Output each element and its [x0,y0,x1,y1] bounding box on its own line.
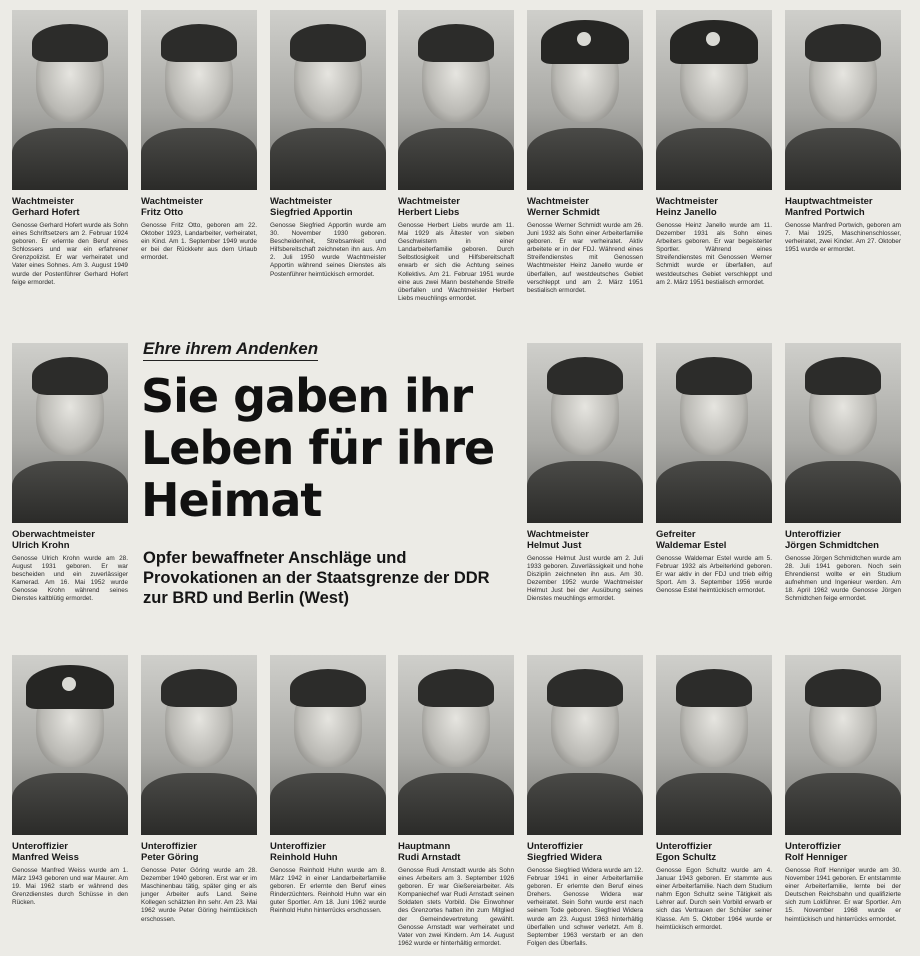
bio-text: Genosse Werner Schmidt wurde am 26. Juni 1932 als Sohn einer Arbeiterfamilie geboren. Er war verheiratet. Aktiv arbeitete er in der FDJ. Während eines Streifendienstes mit Genossen Wachtmeister Heinz Janello wurde er überfallen, auf westdeutsches Gebiet verschleppt und am 2. März 1951 bestialisch ermordet. [527,222,643,294]
portrait-card [656,10,772,287]
bio-text: Genosse Gerhard Hofert wurde als Sohn eines Schriftsetzers am 2. Februar 1924 geboren. Er erlernte den Beruf eines Schlossers und war ein erfahrener Grenzpolizist. Er war verheiratet und Vater eines Sohnes. Am 3. August 1949 wurde der Postenführer Gerhard Hofert feige ermordet. [12,222,128,286]
portrait-photo [656,655,772,835]
rank-label: Hauptwachtmeister [785,196,873,207]
rank-label: Wachtmeister [527,529,589,540]
person-name: Siegfried Apportin [270,207,353,218]
person-name: Manfred Weiss [12,852,79,863]
rank-label: Oberwachtmeister [12,529,95,540]
rank-label: Unteroffizier [527,841,583,852]
rank-label: Unteroffizier [785,529,841,540]
portrait-card [398,655,514,948]
person-name: Egon Schultz [656,852,717,863]
bio-text: Genosse Siegfried Widera wurde am 12. Februar 1941 in einer Arbeiterfamilie geboren. Er erlernte den Beruf eines Drehers. Genosse Widera war verheiratet. Sein Sohn wurde erst nach seinem Tode geboren. Siegfried Widera wurde am 23. August 1963 hinterhältig überfallen und schwer verletzt. Am 8. September 1963 verstarb er an den Folgen des Überfalls. [527,867,643,947]
rank-label: Wachtmeister [12,196,74,207]
portrait-photo [12,343,128,523]
rank-label: Wachtmeister [527,196,589,207]
person-name: Gerhard Hofert [12,207,80,218]
rank-label: Unteroffizier [270,841,326,852]
person-name: Reinhold Huhn [270,852,338,863]
person-name: Waldemar Estel [656,540,727,551]
portrait-photo [527,10,643,190]
rank-label: Gefreiter [656,529,696,540]
portrait-photo [141,10,257,190]
person-name: Jörgen Schmidtchen [785,540,879,551]
portrait-card [12,655,128,907]
portrait-card [785,10,901,254]
rank-label: Unteroffizier [12,841,68,852]
portrait-card [527,343,643,604]
portrait-photo [12,10,128,190]
portrait-card [12,10,128,287]
person-name: Heinz Janello [656,207,717,218]
bio-text: Genosse Helmut Just wurde am 2. Juli 1933 geboren. Zuverlässigkeit und hohe Disziplin zeichneten ihn aus. Am 30. Dezember 1952 wurde Wachtmeister Helmut Just bei der Ausübung seines Dienstes meuchlings ermordet. [527,555,643,603]
portrait-photo [656,343,772,523]
portrait-card [12,343,128,604]
portrait-photo [785,655,901,835]
portrait-card [141,10,257,262]
person-name: Siegfried Widera [527,852,602,863]
bio-text: Genosse Jörgen Schmidtchen wurde am 28. Juli 1941 geboren. Noch sein Ehrendienst wollte er ein Studium aufnehmen und Ingenieur werden. Am 18. April 1962 wurde Genosse Jörgen Schmidtchen feige ermordet. [785,555,901,603]
person-name: Peter Göring [141,852,199,863]
portrait-card [270,655,386,916]
person-name: Helmut Just [527,540,582,551]
portrait-photo [527,655,643,835]
portrait-photo [398,655,514,835]
rank-label: Wachtmeister [656,196,718,207]
portrait-photo [12,655,128,835]
portrait-photo [785,10,901,190]
person-name: Werner Schmidt [527,207,600,218]
portrait-card [398,10,514,303]
rank-label: Unteroffizier [141,841,197,852]
bio-text: Genosse Rolf Henniger wurde am 30. November 1941 geboren. Er entstammte einer Arbeiterfamilie, lernte bei der Deutschen Reichsbahn und qualifizierte sich zum Lokführer. Er war Sportler. Am 15. November 1968 wurde er heimtückisch und hinterrücks ermordet. [785,867,901,923]
subhead: Opfer bewaffneter Anschläge und Provokationen an der Staatsgrenze der DDR zur BRD und Berlin (West) [143,549,490,607]
bio-text: Genosse Manfred Weiss wurde am 1. März 1943 geboren und war Maurer. Am 19. Mai 1962 starb er während des Grenzdienstes durch Schüsse in den Rücken. [12,867,128,907]
bio-text: Genosse Waldemar Estel wurde am 5. Februar 1932 als Arbeiterkind geboren. Er war aktiv in der FDJ und trieb eifrig Sport. Am 3. September 1956 wurde Genosse Estel heimtückisch ermordet. [656,555,772,595]
portrait-card [785,343,901,604]
bio-text: Genosse Heinz Janello wurde am 11. Dezember 1931 als Sohn eines Arbeiters geboren. Er war begeisterter Sportler. Während eines Streifendienstes mit Genossen Werner Schmidt wurde er überfallen, auf westdeutsches Gebiet verschleppt und am 2. März 1951 bestialisch ermordet. [656,222,772,286]
portrait-photo [270,655,386,835]
rank-label: Wachtmeister [141,196,203,207]
kicker: Ehre ihrem Andenken [143,339,318,361]
portrait-card [527,10,643,295]
headline: Sie gaben ihr Leben für ihre Heimat [141,369,495,527]
portrait-card [141,655,257,924]
person-name: Manfred Portwich [785,207,865,218]
portrait-photo [656,10,772,190]
rank-label: Unteroffizier [785,841,841,852]
bio-text: Genosse Siegfried Apportin wurde am 30. November 1930 geboren. Bescheidenheit, Strebsamkeit und Hilfsbereitschaft zeichneten ihn aus. Am 2. Juli 1950 wurde Wachtmeister Apportin während seines Dienstes als Postenführer heimtückisch ermordet. [270,222,386,278]
person-name: Ulrich Krohn [12,540,70,551]
portrait-photo [141,655,257,835]
portrait-card [785,655,901,924]
person-name: Rolf Henniger [785,852,848,863]
portrait-photo [527,343,643,523]
bio-text: Genosse Rudi Arnstadt wurde als Sohn eines Arbeiters am 3. September 1926 geboren. Er war Gießereiarbeiter. Als Kompaniechef war Rudi Arnstadt seinen Soldaten stets Vorbild. Die Einwohner des Grenzortes hatten ihn zum Mitglied der Gemeindevertretung gewählt. Genosse Arnstadt war verheiratet und Vater von zwei Kindern. Am 14. August 1962 wurde er hinterhältig ermordet. [398,867,514,947]
bio-text: Genosse Reinhold Huhn wurde am 8. März 1942 in einer Landarbeiterfamilie geboren. Er erlernte den Beruf eines Rinderzüchters. Reinhold Huhn war ein guter Sportler. Am 18. Juni 1962 wurde Reinhold Huhn hinterrücks erschossen. [270,867,386,915]
bio-text: Genosse Herbert Liebs wurde am 11. Mai 1929 als Ältester von sieben Geschwistern in einer Landarbeiterfamilie geboren. Durch Selbstlosigkeit und Hilfsbereitschaft erwarb er sich die Achtung seines Kollektivs. Am 21. Februar 1951 wurde eine aus zwei Mann bestehende Streife überfallen und Wachtmeister Herbert Liebs meuchlings ermordet. [398,222,514,302]
portrait-photo [398,10,514,190]
rank-label: Unteroffizier [656,841,712,852]
portrait-photo [785,343,901,523]
person-name: Herbert Liebs [398,207,460,218]
rank-label: Wachtmeister [270,196,332,207]
portrait-photo [270,10,386,190]
portrait-card [656,655,772,932]
rank-label: Wachtmeister [398,196,460,207]
bio-text: Genosse Peter Göring wurde am 28. Dezember 1940 geboren. Erst war er im Maschinenbau tätig, später ging er als junger Arbeiter aufs Land. Seine Kollegen schätzten ihn sehr. Am 23. Mai 1962 wurde Peter Göring heimtückisch erschossen. [141,867,257,923]
person-name: Rudi Arnstadt [398,852,461,863]
bio-text: Genosse Fritz Otto, geboren am 22. Oktober 1923, Landarbeiter, verheiratet, ein Kind. Am 1. September 1949 wurde er bei der Rückkehr aus dem Urlaub ermordet. [141,222,257,262]
bio-text: Genosse Ulrich Krohn wurde am 28. August 1931 geboren. Er war bescheiden und ein zuverlässiger Kamerad. Am 16. Mai 1952 wurde Genosse Krohn während seines Dienstes kaltblütig ermordet. [12,555,128,603]
portrait-card [656,343,772,595]
bio-text: Genosse Egon Schultz wurde am 4. Januar 1943 geboren. Er stammte aus einer Arbeiterfamilie. Nach dem Studium nahm Egon Schultz seine Tätigkeit als Lehrer auf. Durch sein Vorbild erwarb er sich das Vertrauen der Schüler seiner Klasse. Am 5. Oktober 1964 wurde er heimtückisch ermordet. [656,867,772,931]
portrait-card [527,655,643,948]
bio-text: Genosse Manfred Portwich, geboren am 7. Mai 1925, Maschinenschlosser, verheiratet, zwei Kinder. Am 27. Oktober 1951 wurde er ermordet. [785,222,901,254]
person-name: Fritz Otto [141,207,184,218]
rank-label: Hauptmann [398,841,451,852]
portrait-card [270,10,386,279]
